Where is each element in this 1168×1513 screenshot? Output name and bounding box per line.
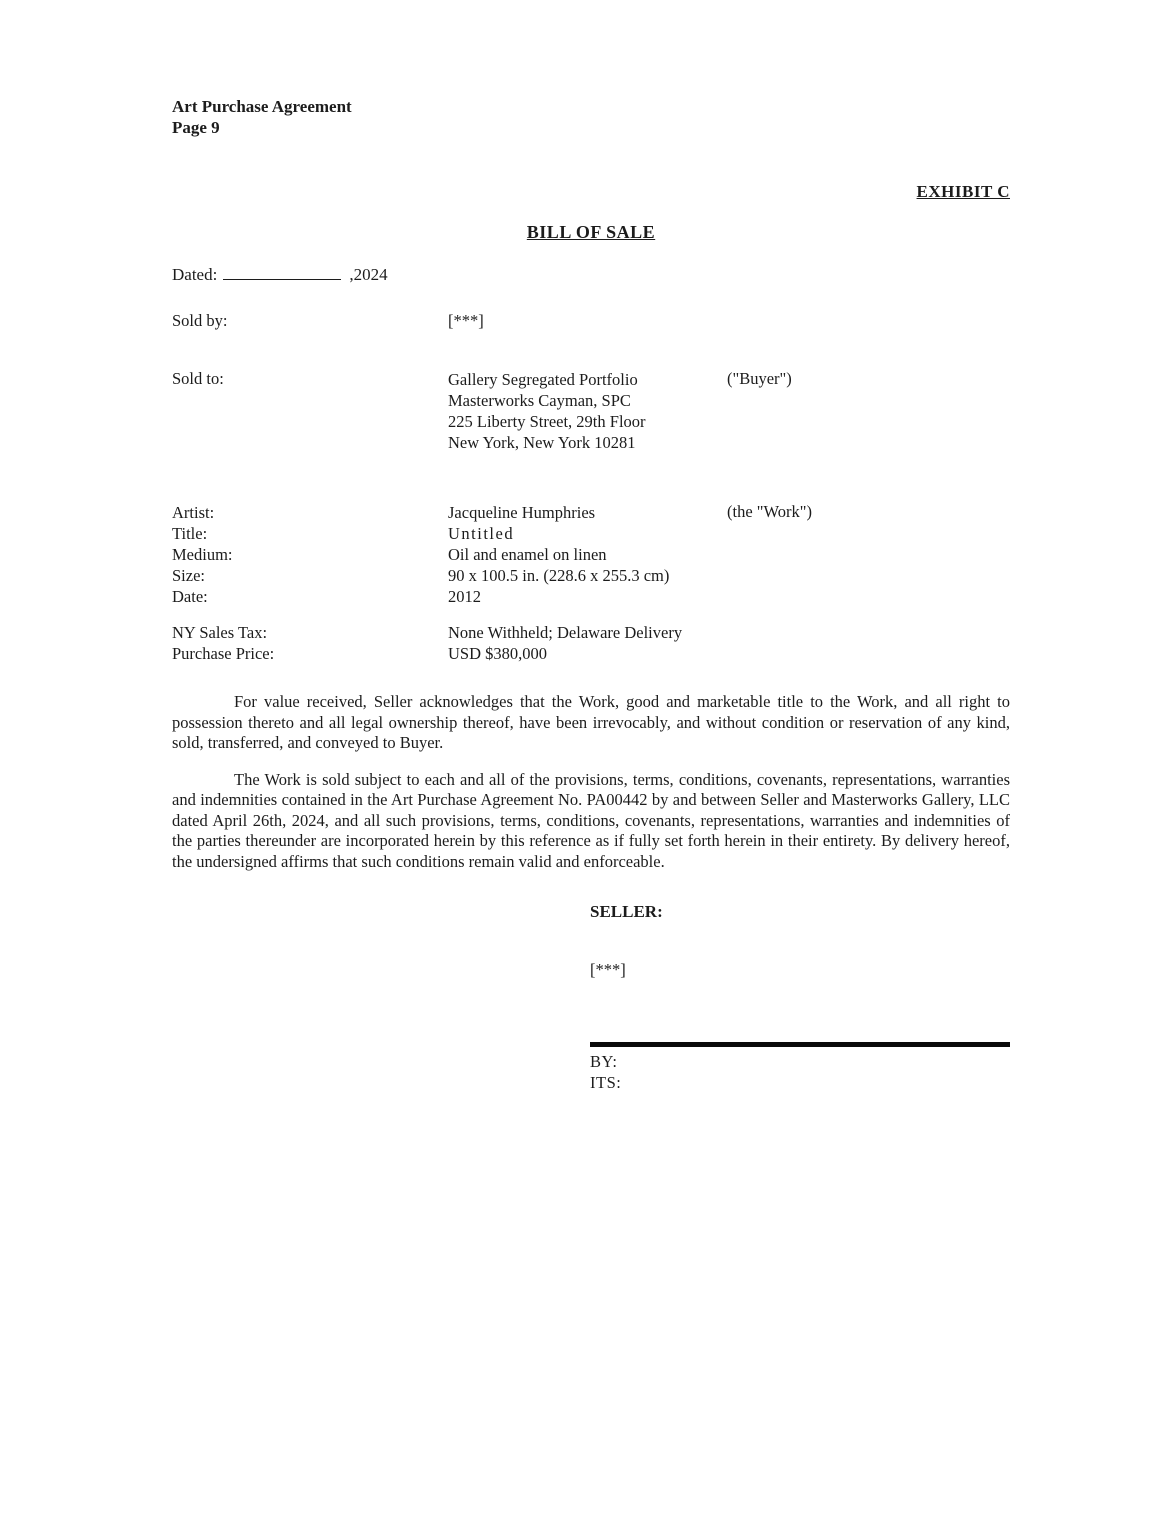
dated-year: ,2024 xyxy=(349,265,388,284)
body-paragraph: For value received, Seller acknowledges that the Work, good and marketable title to the Work, and all right to possession thereto and all legal ownership thereof, have been irrevocably, and without condition or reservation of any kind, sold, transferred, and conveyed to Buyer. xyxy=(172,692,1010,752)
exhibit-label-row xyxy=(172,182,1010,202)
sales-tax-label: NY Sales Tax: xyxy=(172,623,268,642)
exhibit-label: EXHIBIT C xyxy=(916,182,1010,201)
sales-tax-value: None Withheld; Delaware Delivery xyxy=(448,623,683,642)
sold-by-label: Sold by: xyxy=(172,311,228,330)
dated-label: Dated: xyxy=(172,265,218,284)
size-value: 90 x 100.5 in. (228.6 x 255.3 cm) xyxy=(448,566,670,585)
body-paragraph: The Work is sold subject to each and all of the provisions, terms, conditions, covenants, representations, warranties and indemnities contained in the Art Purchase Agreement No. PA00442 by and between Seller and Masterworks Gallery, LLC dated April 26th, 2024, and all such provisions, terms, conditions, covenants, representations, warranties and indemnities of the parties thereunder are incorporated herein by this reference as if fully set forth herein in their entirety. By delivery hereof, the undersigned affirms that such conditions remain valid and enforceable. xyxy=(172,769,1010,871)
signature-labels xyxy=(590,1051,1010,1093)
sold-to-label: Sold to: xyxy=(172,369,224,388)
buyer-address-line: 225 Liberty Street, 29th Floor xyxy=(448,412,646,431)
artist-value: Jacqueline Humphries xyxy=(448,503,596,522)
dated-line xyxy=(172,265,1010,285)
purchase-price-value: USD $380,000 xyxy=(448,644,548,663)
title-value: Untitled xyxy=(448,524,515,543)
bill-of-sale-title-text: BILL OF SALE xyxy=(526,222,656,242)
seller-name-placeholder: [***] xyxy=(590,960,626,979)
buyer-annotation: ("Buyer") xyxy=(727,369,792,388)
seller-heading: SELLER: xyxy=(590,902,663,921)
tax-price-row xyxy=(172,622,1010,664)
by-label: BY: xyxy=(590,1052,618,1071)
work-details-row xyxy=(172,502,1010,607)
bill-of-sale-title xyxy=(172,222,1010,243)
medium-value: Oil and enamel on linen xyxy=(448,545,607,564)
its-label: ITS: xyxy=(590,1073,622,1092)
size-label: Size: xyxy=(172,566,205,585)
work-annotation: (the "Work") xyxy=(727,502,812,521)
work-values xyxy=(448,502,727,607)
purchase-price-label: Purchase Price: xyxy=(172,644,275,663)
work-labels xyxy=(172,502,448,607)
page-number: Page 9 xyxy=(172,118,220,137)
artist-label: Artist: xyxy=(172,503,215,522)
date-label: Date: xyxy=(172,587,208,606)
date-value: 2012 xyxy=(448,587,481,606)
signature-line xyxy=(590,1042,1010,1047)
tax-values xyxy=(448,622,727,664)
doc-header xyxy=(172,96,1010,138)
buyer-address-line: Gallery Segregated Portfolio xyxy=(448,370,638,389)
sold-by-row xyxy=(172,311,1010,331)
medium-label: Medium: xyxy=(172,545,233,564)
sold-to-row xyxy=(172,369,1010,453)
title-label: Title: xyxy=(172,524,208,543)
buyer-address-block xyxy=(448,369,727,453)
date-blank-line xyxy=(223,266,341,280)
buyer-address-line: Masterworks Cayman, SPC xyxy=(448,391,631,410)
tax-labels xyxy=(172,622,448,664)
doc-title-line: Art Purchase Agreement xyxy=(172,97,352,116)
seller-signature-block xyxy=(590,902,1010,1093)
sold-by-value: [***] xyxy=(448,311,484,330)
buyer-address-line: New York, New York 10281 xyxy=(448,433,636,452)
